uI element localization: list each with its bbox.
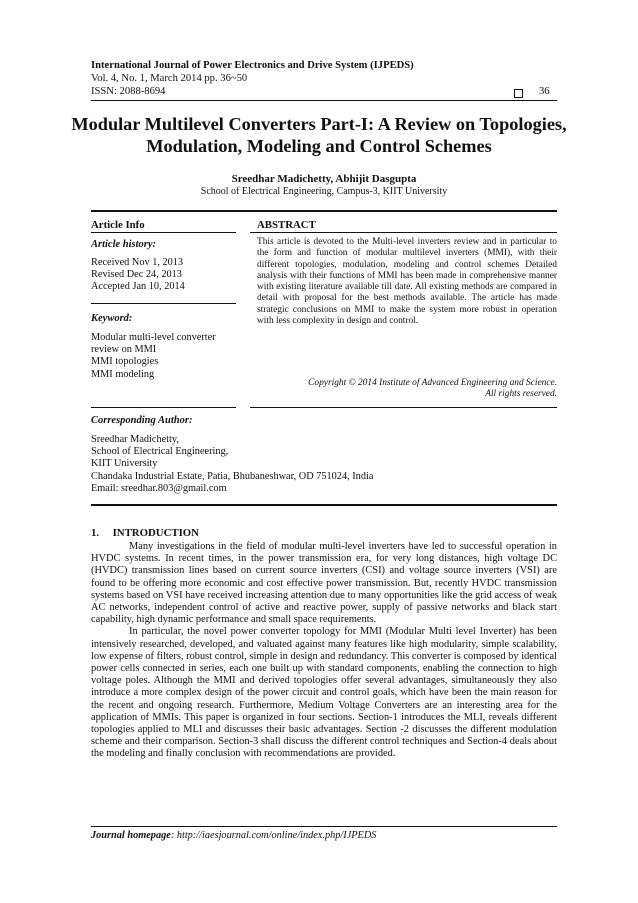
paper-authors: Sreedhar Madichetty, Abhijit Dasgupta xyxy=(231,173,417,185)
author-name: Sreedhar Madichetty, xyxy=(91,434,179,445)
article-info-rule xyxy=(91,232,236,233)
history-item: Revised Dec 24, 2013 xyxy=(91,269,182,281)
author-address: Chandaka Industrial Estate, Patia, Bhubaneshwar, OD 751024, India xyxy=(91,470,374,482)
history-list xyxy=(91,257,185,294)
introduction-heading: 1. INTRODUCTION xyxy=(91,527,199,539)
checkbox-square-icon xyxy=(514,89,523,98)
journal-homepage xyxy=(91,830,376,841)
corresponding-details xyxy=(91,434,373,495)
author-email: Email: sreedhar.803@gmail.com xyxy=(91,482,227,494)
history-item: Accepted Jan 10, 2014 xyxy=(91,281,185,293)
homepage-label: Journal homepage xyxy=(91,830,171,841)
author-school: School of Electrical Engineering, xyxy=(91,446,229,458)
article-info-heading: Article Info xyxy=(91,219,145,231)
keyword-list xyxy=(91,332,216,381)
paper-title: Modular Multilevel Converters Part-I: A Review on Topologies, Modulation, Modeling and Control Schemes xyxy=(71,114,567,156)
corresponding-heading: Corresponding Author: xyxy=(91,415,193,426)
author-university: KIIT University xyxy=(91,458,158,470)
abstract-rule xyxy=(250,232,557,233)
copyright-line: All rights reserved. xyxy=(485,389,557,400)
abstract-bottom-rule xyxy=(250,407,557,408)
history-item: Received Nov 1, 2013 xyxy=(91,257,184,268)
keyword-item: MMI topologies xyxy=(91,356,159,368)
abstract-heading: ABSTRACT xyxy=(257,219,316,231)
issn: ISSN: 2088-8694 xyxy=(91,86,166,97)
homepage-url[interactable]: : http://iaesjournal.com/online/index.php/IJPEDS xyxy=(170,830,377,841)
paper-affiliation: School of Electrical Engineering, Campus-3, KIIT University xyxy=(200,186,448,197)
corresponding-bottom-rule xyxy=(91,504,557,506)
header-rule xyxy=(91,100,557,101)
journal-name: International Journal of Power Electronics and Drive System (IJPEDS) xyxy=(91,60,414,71)
abstract-text: This article is devoted to the Multi-level inverters review and in particular to the form and function of modular multilevel inverters (MMI), with their different topologies, modulation, modeling and control schemes Detailed analysis with their functions of MMI has been made in comprehensive manner with existing literature available till date. All existing methods are compared in detail with proposal for the best methods available. The article has made strategic conclusions on MMI to make the system more robust in operation with less complexity in design and control. xyxy=(257,237,557,327)
introduction-paragraph: In particular, the novel power converter topology for MMI (Modular Multi level Inverter) has been intensively researched, developed, and valuated against many features like high modularity, simple scalability, low expense of filters, robust control, simple in design and redundancy. This converter is composed by identical power cells connected in series, each one built up with standard components, enabling the connection to high voltage poles. Although the MMI and derived topologies offer several advantages, simultaneously they also introduce a more complex design of the power circuit and control goals, which have been the main reason for the recent and ongoing research. Furthermore, Medium Voltage Converters are an interesting area for the application of MMIs. This paper is organized in four sections. Section-1 introduces the MLI, reveals different topologies applied to MLI and discusses their basic advantages. Section -2 discusses the different modulation scheme and their comparison. Section-3 shall discuss the different control techniques and Section-4 deals about the modeling and finally conclusion with recommendations are provided. xyxy=(91,626,557,760)
history-rule xyxy=(91,303,236,304)
footer-rule xyxy=(91,826,557,827)
copyright-line: Copyright © 2014 Institute of Advanced Engineering and Science. xyxy=(308,378,557,388)
keyword-item: Modular multi-level converter xyxy=(91,332,216,343)
volume-info: Vol. 4, No. 1, March 2014 pp. 36~50 xyxy=(91,73,248,84)
history-heading: Article history: xyxy=(91,239,157,250)
keyword-item: review on MMI xyxy=(91,344,157,356)
page-number: 36 xyxy=(539,86,550,97)
keyword-item: MMI modeling xyxy=(91,368,155,380)
article-info-top-rule xyxy=(91,210,557,212)
keyword-heading: Keyword: xyxy=(91,313,133,324)
introduction-body xyxy=(91,541,557,761)
copyright xyxy=(257,378,557,401)
introduction-paragraph: Many investigations in the field of modular multi-level inverters have led to successful operation in HVDC systems. In recent times, in the power transmission era, for very long distances, high voltage DC (HVDC) transmission lines based on current source inverters (CSI) and voltage source inverters (VSI) are found to be offering more economic and cost effective power transmission. But, recently HVDC transmission systems based on VSI have received increasing attention due to many opportunities like the grid access of weak AC networks, independent control of active and reactive power, supply of passive networks and black start capability, high dynamic performance and small space requirements. xyxy=(91,541,557,626)
info-bottom-rule xyxy=(91,407,236,408)
